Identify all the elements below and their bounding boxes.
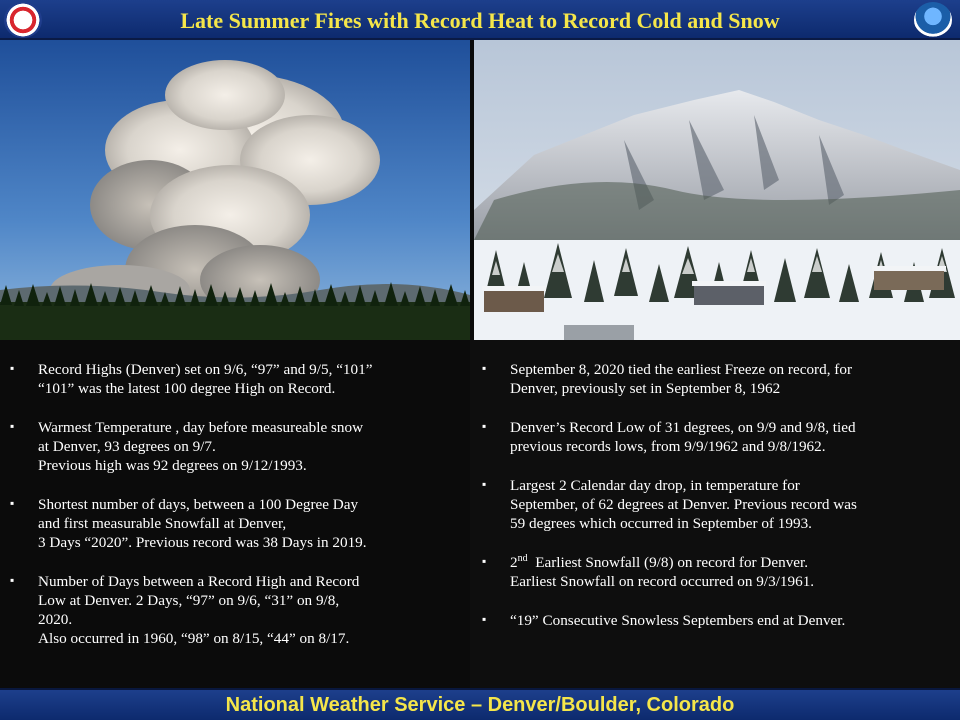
header-bar: [0, 0, 960, 40]
list-item: ▪ Number of Days between a Record High and Record Low at Denver. 2 Days, “97” on 9/6, “31” on 9/8, 2020. Also occurred in 1960, “98” on 8/15, “44” on 8/17.: [10, 573, 360, 647]
fire-smoke-photo: [0, 40, 470, 340]
bullet-icon: ▪: [10, 361, 15, 375]
bullet-icon: ▪: [482, 612, 487, 626]
footer-title: National Weather Service – Denver/Boulder, Colorado: [225, 694, 735, 716]
list-item: ▪ September 8, 2020 tied the earliest Freeze on record, for Denver, previously set in September 8, 1962: [482, 361, 853, 397]
bullet-icon: ▪: [10, 419, 15, 433]
list-item: ▪ Shortest number of days, between a 100 Degree Day and first measurable Snowfall at Denver, 3 Days “2020”. Previous record was 38 Days in 2019.: [10, 496, 367, 551]
bullet-icon: ▪: [482, 554, 487, 568]
bullet-icon: ▪: [10, 573, 15, 587]
noaa-logo-icon: [914, 2, 952, 38]
left-text-panel: [0, 340, 470, 688]
list-item: ▪ “19” Consecutive Snowless Septembers end at Denver.: [482, 612, 846, 629]
bullet-icon: ▪: [10, 496, 15, 510]
bullet-icon: ▪: [482, 361, 487, 375]
bullet-icon: ▪: [482, 419, 487, 433]
snowy-mountain-photo: [474, 40, 960, 340]
list-item: ▪ 2nd Earliest Snowfall (9/8) on record for Denver. Earliest Snowfall on record occurred on 9/3/1961.: [482, 552, 815, 590]
list-item: ▪ Denver’s Record Low of 31 degrees, on 9/9 and 9/8, tied previous records lows, from 9/9/1962 and 9/8/1962.: [482, 419, 856, 455]
bullet-icon: ▪: [482, 477, 487, 491]
right-text-panel: [470, 340, 960, 688]
list-item: ▪ Largest 2 Calendar day drop, in temperature for September, of 62 degrees at Denver. Previous record was 59 degrees which occurred in September of 1993.: [482, 477, 857, 532]
left-bullet-list: [0, 340, 470, 648]
footer-bar: [0, 688, 960, 720]
page-title: Late Summer Fires with Record Heat to Record Cold and Snow: [180, 8, 780, 33]
right-bullet-list: [470, 340, 960, 630]
list-item: ▪ Record Highs (Denver) set on 9/6, “97” and 9/5, “101” “101” was the latest 100 degree High on Record.: [10, 361, 373, 397]
list-item: ▪ Warmest Temperature , day before measureable snow at Denver, 93 degrees on 9/7. Previous high was 92 degrees on 9/12/1993.: [10, 419, 364, 474]
